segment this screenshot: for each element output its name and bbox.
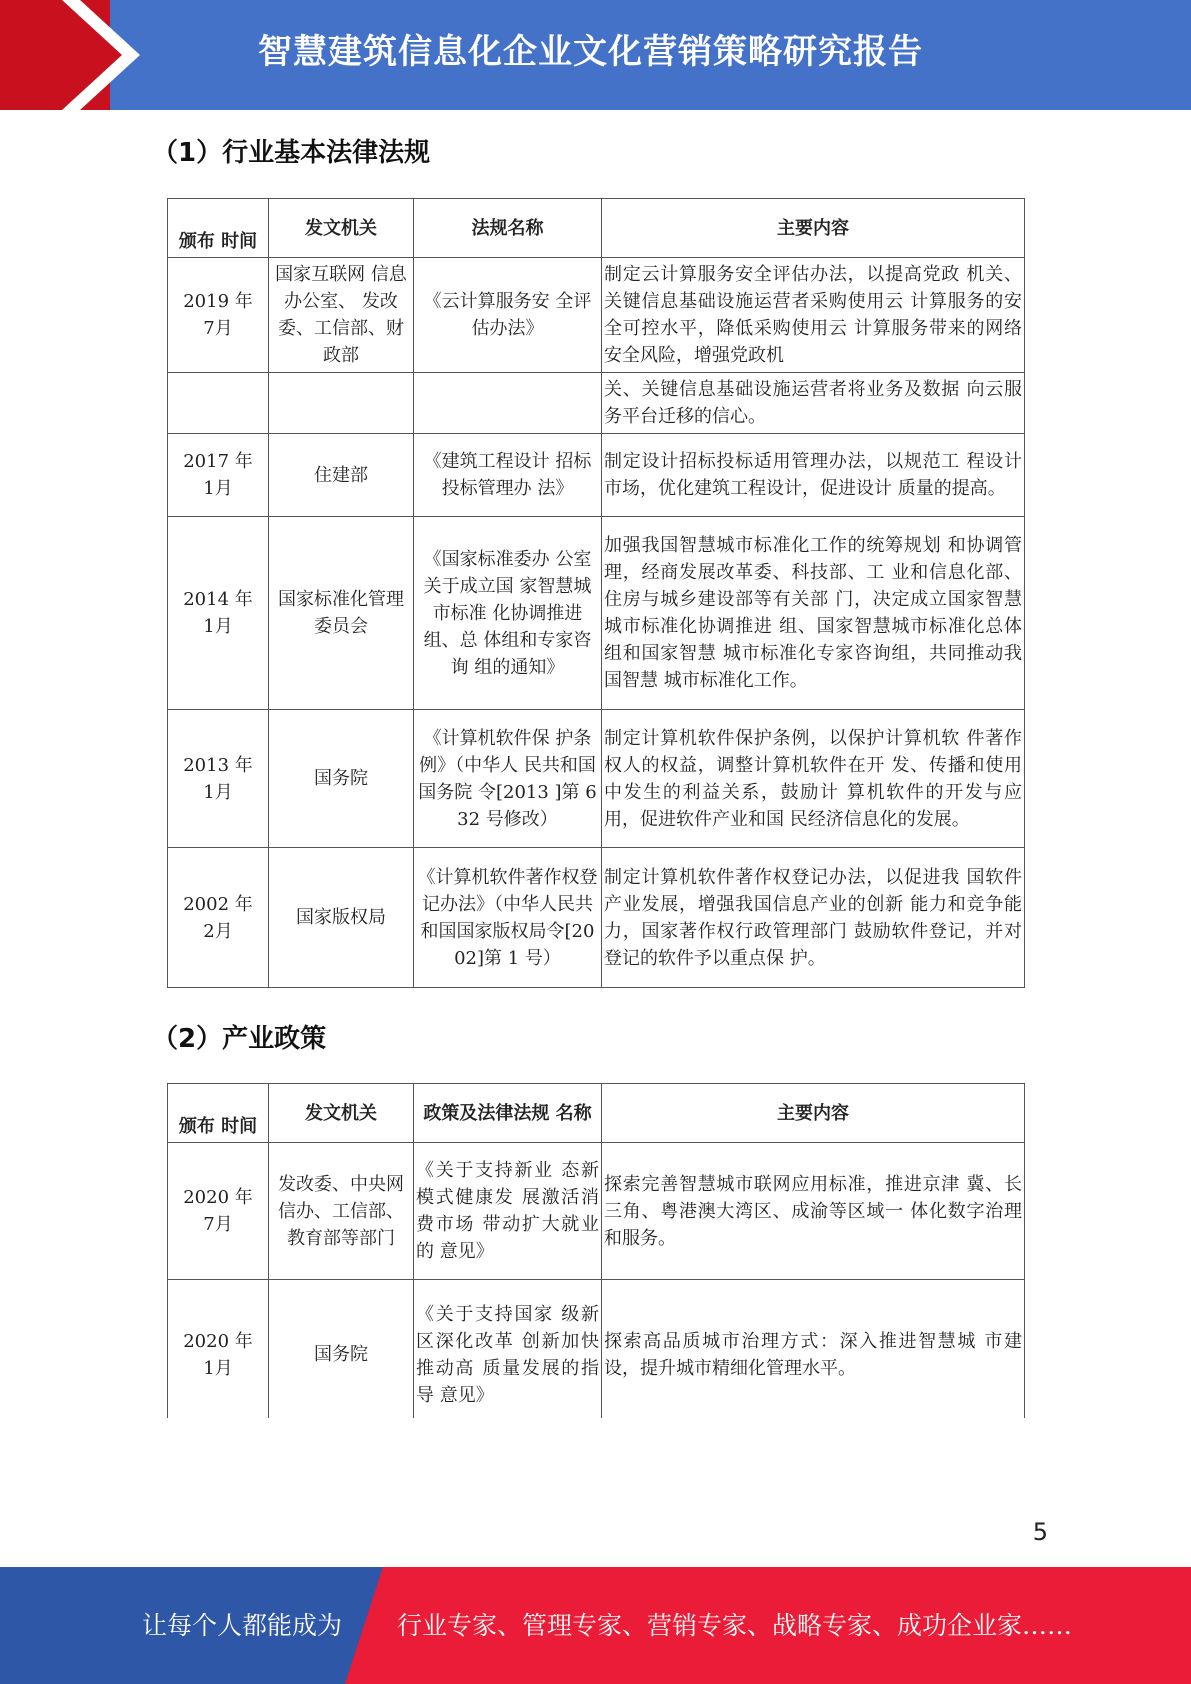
column-header-name: 政策及法律法规 名称 (414, 1084, 602, 1143)
policy-table (167, 1083, 1025, 1418)
section-heading-laws: （1）行业基本法律法规 (152, 138, 431, 168)
name-cell (414, 373, 602, 434)
time-cell: 2017 年 1月 (168, 434, 269, 517)
content-cell: 制定云计算服务安全评估办法，以提高党政 机关、关键信息基础设施运营者采购使用云 计算服务的安全可控水平，降低采购使用云 计算服务带来的网络安全风险，增强党政机 (602, 258, 1025, 373)
agency-cell: 发改委、中央网信办、工信部、教育部等部门 (269, 1143, 414, 1280)
content-cell: 探索高品质城市治理方式：深入推进智慧城 市建设，提升城市精细化管理水平。 (602, 1280, 1025, 1419)
agency-cell: 国务院 (269, 1280, 414, 1419)
name-cell: 《建筑工程设计 招标投标管理办 法》 (414, 434, 602, 517)
policy-table-clip (0, 1083, 1191, 1418)
table-row (168, 258, 1025, 373)
table-row (168, 373, 1025, 434)
laws-table (167, 198, 1025, 988)
time-cell: 2020 年 7月 (168, 1143, 269, 1280)
table-header-row (168, 1084, 1025, 1143)
table-row (168, 1280, 1025, 1419)
time-cell: 2014 年 1月 (168, 517, 269, 710)
time-cell (168, 373, 269, 434)
agency-cell: 住建部 (269, 434, 414, 517)
content-cell: 制定计算机软件著作权登记办法，以促进我 国软件产业发展，增强我国信息产业的创新 能力和竞争能力，国家著作权行政管理部门 鼓励软件登记，并对登记的软件予以重点保 护。 (602, 848, 1025, 988)
name-cell: 《关于支持新业 态新模式健康发 展激活消费市场 带动扩大就业的 意见》 (414, 1143, 602, 1280)
table-row (168, 1143, 1025, 1280)
table-row (168, 848, 1025, 988)
table-row (168, 517, 1025, 710)
footer-slogan-right: 行业专家、管理专家、营销专家、战略专家、成功企业家…… (397, 1611, 1073, 1640)
column-header-content: 主要内容 (602, 199, 1025, 258)
agency-cell: 国家版权局 (269, 848, 414, 988)
name-cell: 《国家标准委办 公室关于成立国 家智慧城市标准 化协调推进组、总 体组和专家咨询 组的通知》 (414, 517, 602, 710)
table-row (168, 710, 1025, 848)
table-row (168, 434, 1025, 517)
page-number: 5 (1032, 1518, 1048, 1546)
agency-cell: 国家互联网 信息办公室、 发改委、工信部、财政部 (269, 258, 414, 373)
content-cell: 制定计算机软件保护条例，以保护计算机软 件著作权人的权益，调整计算机软件在开 发、传播和使用中发生的利益关系，鼓励计 算机软件的开发与应用，促进软件产业和国 民经济信息化的发展。 (602, 710, 1025, 848)
agency-cell (269, 373, 414, 434)
name-cell: 《关于支持国家 级新区深化改革 创新加快推动高 质量发展的指导 意见》 (414, 1280, 602, 1419)
content-cell: 加强我国智慧城市标准化工作的统筹规划 和协调管理，经商发展改革委、科技部、工 业和信息化部、住房与城乡建设部等有关部 门，决定成立国家智慧城市标准化协调推进 组、国家智慧城市标准化总体组和国家智慧 城市标准化专家咨询组，共同推动我国智慧 城市标准化工作。 (602, 517, 1025, 710)
agency-cell: 国家标准化管理委员会 (269, 517, 414, 710)
page-footer (0, 1567, 1191, 1684)
column-header-time: 颁布 时间 (168, 199, 269, 258)
name-cell: 《计算机软件保 护条例》（中华人 民共和国国务院 令[2013 ]第 632 号修改） (414, 710, 602, 848)
column-header-agency: 发文机关 (269, 1084, 414, 1143)
agency-cell: 国务院 (269, 710, 414, 848)
content-cell: 探索完善智慧城市联网应用标准，推进京津 冀、长三角、粤港澳大湾区、成渝等区域一 体化数字治理和服务。 (602, 1143, 1025, 1280)
document-title: 智慧建筑信息化企业文化营销策略研究报告 (258, 32, 923, 72)
column-header-content: 主要内容 (602, 1084, 1025, 1143)
section-heading-policy: （2）产业政策 (152, 1024, 327, 1054)
time-cell: 2002 年 2月 (168, 848, 269, 988)
content-cell: 制定设计招标投标适用管理办法，以规范工 程设计市场，优化建筑工程设计，促进设计 质量的提高。 (602, 434, 1025, 517)
table-header-row (168, 199, 1025, 258)
column-header-time: 颁布 时间 (168, 1084, 269, 1143)
content-cell: 关、关键信息基础设施运营者将业务及数据 向云服务平台迁移的信心。 (602, 373, 1025, 434)
time-cell: 2013 年 1月 (168, 710, 269, 848)
page-header (0, 0, 1191, 110)
time-cell: 2019 年 7月 (168, 258, 269, 373)
column-header-name: 法规名称 (414, 199, 602, 258)
time-cell: 2020 年 1月 (168, 1280, 269, 1419)
header-chevron-decoration (0, 0, 160, 110)
column-header-agency: 发文机关 (269, 199, 414, 258)
footer-slogan-left: 让每个人都能成为 (142, 1611, 343, 1640)
name-cell: 《云计算服务安 全评估办法》 (414, 258, 602, 373)
name-cell: 《计算机软件著作权登记办法》（中华人民共和国国家版权局令[2002]第 1 号） (414, 848, 602, 988)
